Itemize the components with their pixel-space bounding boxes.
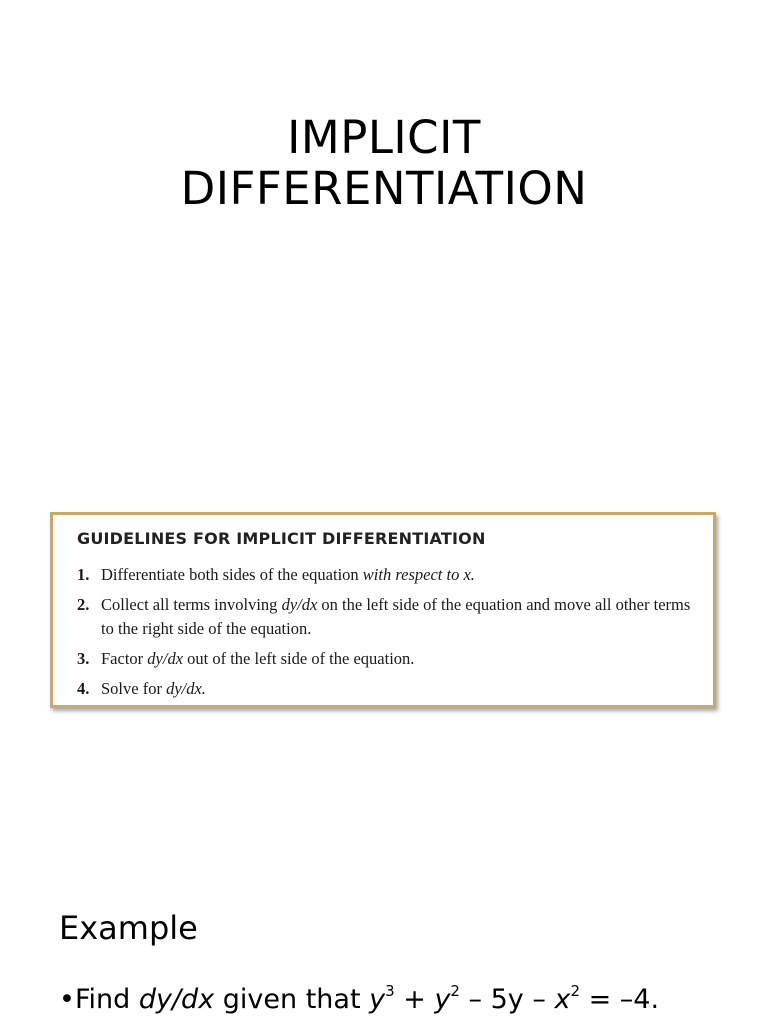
step-text: Solve for dy/dx. (101, 679, 206, 698)
guideline-step-2 (77, 593, 697, 641)
step-number: 2. (77, 595, 90, 614)
slide-title (0, 112, 768, 214)
guidelines-steps (77, 563, 697, 707)
step-text: Factor dy/dx out of the left side of the equation. (101, 649, 415, 668)
slide-title-line-2: DIFFERENTIATION (180, 162, 588, 215)
example-bullet: •Find dy/dx given that $y^3 + y^2 - 5y - x^2 = -4$. (59, 982, 660, 1015)
step-number: 3. (77, 649, 90, 668)
step-text: Collect all terms involving dy/dx on the left side of the equation and move all other terms to the right side of the equation. (101, 595, 691, 638)
guideline-step-4 (77, 677, 697, 701)
step-number: 4. (77, 679, 90, 698)
guideline-step-1 (77, 563, 697, 587)
bullet-glyph: • (59, 984, 75, 1015)
step-number: 1. (77, 565, 90, 584)
guideline-step-3 (77, 647, 697, 671)
step-text: Differentiate both sides of the equation with respect to x. (101, 565, 475, 584)
example-heading: Example (59, 909, 198, 947)
guidelines-heading: GUIDELINES FOR IMPLICIT DIFFERENTIATION (77, 529, 486, 548)
guidelines-box (50, 512, 716, 708)
slide-title-line-1: IMPLICIT (287, 111, 481, 164)
